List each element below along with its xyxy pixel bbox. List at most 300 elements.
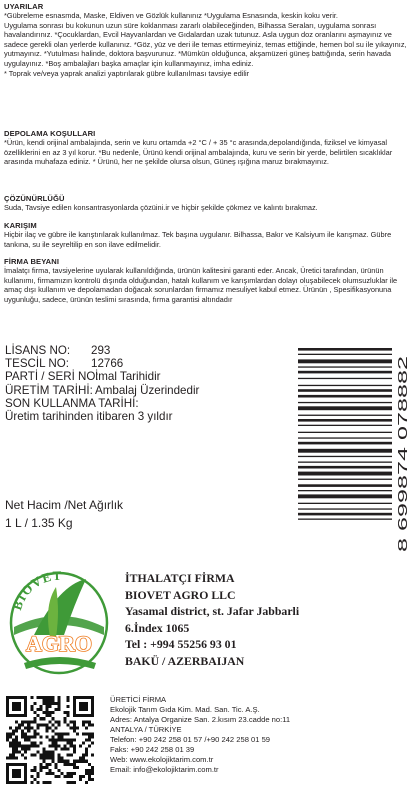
- barcode-bar: [298, 513, 392, 516]
- qr-module: [58, 760, 61, 763]
- qr-module: [9, 732, 12, 735]
- qr-module: [52, 702, 55, 705]
- qr-module: [88, 763, 91, 766]
- lot-row: [5, 370, 295, 383]
- qr-module: [55, 738, 58, 741]
- barcode-bar: [298, 494, 392, 498]
- qr-module: [24, 735, 27, 738]
- qr-module: [91, 735, 94, 738]
- qr-module: [85, 726, 88, 729]
- qr-module: [58, 738, 61, 741]
- qr-module: [76, 760, 79, 763]
- net-quantity-value: 1 L / 1.35 Kg: [5, 516, 73, 530]
- qr-module: [18, 751, 21, 754]
- qr-module: [52, 711, 55, 714]
- qr-module: [33, 729, 36, 732]
- qr-module: [67, 723, 70, 726]
- qr-module: [52, 742, 55, 745]
- qr-module: [36, 714, 39, 717]
- barcode-bar: [298, 366, 392, 367]
- importer-title: İTHALATÇI FİRMA: [125, 571, 235, 585]
- importer-index: 6.İndex 1065: [125, 620, 190, 635]
- warnings-section: [4, 2, 415, 78]
- qr-module: [55, 763, 58, 766]
- qr-module: [55, 732, 58, 735]
- lot-label: PARTİ / SERİ NO:: [5, 370, 99, 384]
- qr-module: [39, 742, 42, 745]
- qr-module: [21, 723, 24, 726]
- importer-phone: Tel : +994 55256 93 01: [125, 637, 237, 652]
- qr-module: [64, 717, 67, 720]
- qr-module: [85, 772, 88, 775]
- qr-module: [70, 720, 73, 723]
- qr-module: [85, 781, 88, 784]
- qr-module: [36, 772, 39, 775]
- net-quantity: [5, 496, 123, 532]
- barcode-bar: [298, 425, 392, 426]
- warnings-line-3: * Toprak ve/veya yaprak analizi yaptırılarak gübre kullanılması tavsiye edilir: [4, 68, 250, 78]
- qr-module: [12, 751, 15, 754]
- manufacturer-fax: Faks: +90 242 258 01 39: [110, 745, 195, 754]
- barcode-bar: [298, 479, 392, 480]
- qr-module: [18, 742, 21, 745]
- registration-value: 12766: [91, 357, 124, 371]
- qr-module: [21, 748, 24, 751]
- manufacturer-address: Adres: Antalya Organize San. 2.kısım 23.cadde no:11: [110, 715, 291, 724]
- qr-module: [9, 745, 12, 748]
- qr-module: [42, 699, 45, 702]
- qr-module: [15, 729, 18, 732]
- qr-module: [64, 763, 67, 766]
- qr-module: [91, 754, 94, 757]
- qr-module: [91, 723, 94, 726]
- qr-module: [88, 723, 91, 726]
- qr-module: [73, 723, 76, 726]
- qr-module: [73, 748, 76, 751]
- qr-module: [67, 754, 70, 757]
- qr-module: [33, 778, 36, 781]
- qr-module: [70, 726, 73, 729]
- qr-module: [30, 705, 33, 708]
- qr-module: [58, 723, 61, 726]
- qr-module: [73, 729, 76, 732]
- license-label: LİSANS NO:: [5, 344, 71, 357]
- qr-module: [73, 766, 76, 769]
- qr-module: [45, 729, 48, 732]
- storage-text: *Ürün, kendi orijinal ambalajında, serin ve kuru ortamda +2 °C / + 35 °c arasında,depolandığında, fiziksel ve kimyasal özelliklerini en az 3 yıl korur. *Bu nedenle, Ürünü kendi orijinal ambalajında, kuru ve serin bir yerde, belirtilen sıcaklıklar arasında muhafaza ediniz. * Ürünü, her ne şekilde olursa olsun, Güneş ışığına maruz bırakmayınız.: [4, 138, 393, 167]
- qr-module: [64, 711, 67, 714]
- qr-module: [67, 699, 70, 702]
- qr-module: [88, 769, 91, 772]
- qr-module: [52, 723, 55, 726]
- qr-module: [48, 696, 51, 699]
- qr-module: [30, 745, 33, 748]
- qr-module: [27, 738, 30, 741]
- qr-module: [52, 757, 55, 760]
- barcode-bar: [298, 419, 392, 422]
- qr-module: [21, 729, 24, 732]
- qr-module: [6, 732, 9, 735]
- barcode-bars: [298, 348, 392, 520]
- qr-module: [9, 757, 12, 760]
- qr-module: [33, 742, 36, 745]
- qr-module: [61, 772, 64, 775]
- qr-module: [30, 775, 33, 778]
- qr-module: [33, 769, 36, 772]
- qr-module: [42, 723, 45, 726]
- qr-module: [67, 763, 70, 766]
- qr-module: [73, 720, 76, 723]
- qr-module: [39, 735, 42, 738]
- manufacturer-web: Web: www.ekolojiktarim.com.tr: [110, 755, 214, 764]
- barcode-bar: [298, 415, 392, 416]
- qr-module: [55, 702, 58, 705]
- qr-module: [21, 745, 24, 748]
- qr-module: [58, 702, 61, 705]
- qr-module: [55, 748, 58, 751]
- warnings-title: UYARILAR: [4, 2, 44, 11]
- qr-module: [70, 772, 73, 775]
- qr-module: [67, 738, 70, 741]
- qr-module: [24, 757, 27, 760]
- qr-module: [24, 748, 27, 751]
- barcode-bar: [298, 437, 392, 438]
- qr-module: [82, 723, 85, 726]
- qr-module: [55, 708, 58, 711]
- qr-module: [30, 720, 33, 723]
- qr-module: [33, 766, 36, 769]
- qr-module: [36, 708, 39, 711]
- qr-module: [42, 760, 45, 763]
- barcode-bar: [298, 449, 392, 453]
- qr-module: [45, 696, 48, 699]
- qr-module: [55, 742, 58, 745]
- qr-module: [36, 723, 39, 726]
- qr-module: [42, 696, 45, 699]
- qr-module: [76, 726, 79, 729]
- qr-module: [88, 775, 91, 778]
- qr-module: [48, 738, 51, 741]
- qr-module: [45, 735, 48, 738]
- importer-city: BAKÜ / AZERBAIJAN: [125, 653, 245, 668]
- qr-module: [30, 754, 33, 757]
- qr-module: [91, 732, 94, 735]
- qr-module: [9, 742, 12, 745]
- registration-label: TESCİL NO:: [5, 357, 69, 371]
- qr-module: [9, 735, 12, 738]
- barcode-bar: [298, 432, 392, 433]
- qr-module: [52, 735, 55, 738]
- qr-module: [70, 781, 73, 784]
- qr-module: [70, 754, 73, 757]
- qr-module: [39, 696, 42, 699]
- qr-module: [73, 745, 76, 748]
- qr-module: [45, 781, 48, 784]
- qr-module: [58, 735, 61, 738]
- qr-module: [52, 696, 55, 699]
- qr-module: [64, 760, 67, 763]
- qr-module: [45, 699, 48, 702]
- qr-module: [15, 751, 18, 754]
- qr-module: [42, 754, 45, 757]
- qr-module: [52, 754, 55, 757]
- qr-module: [55, 720, 58, 723]
- qr-module: [73, 781, 76, 784]
- barcode-bar: [298, 389, 392, 392]
- qr-module: [45, 751, 48, 754]
- qr-module: [15, 726, 18, 729]
- qr-module: [45, 766, 48, 769]
- qr-module: [27, 745, 30, 748]
- qr-module: [85, 751, 88, 754]
- qr-module: [24, 732, 27, 735]
- qr-module: [61, 748, 64, 751]
- product-specs: [5, 344, 295, 423]
- qr-module: [9, 726, 12, 729]
- qr-module: [45, 708, 48, 711]
- qr-module: [39, 708, 42, 711]
- qr-module: [48, 705, 51, 708]
- solubility-section: [4, 194, 415, 213]
- qr-module: [70, 763, 73, 766]
- qr-module: [42, 717, 45, 720]
- qr-module: [15, 738, 18, 741]
- production-date-label: ÜRETİM TARİHİ:: [5, 383, 93, 397]
- qr-module: [12, 745, 15, 748]
- qr-module: [67, 742, 70, 745]
- qr-module: [58, 754, 61, 757]
- qr-module: [52, 729, 55, 732]
- qr-module: [30, 769, 33, 772]
- barcode-bar: [298, 354, 392, 355]
- qr-module: [39, 766, 42, 769]
- qr-module: [52, 751, 55, 754]
- barcode-bar: [298, 490, 392, 491]
- firm-statement-section: [4, 257, 415, 304]
- qr-module: [12, 702, 21, 711]
- qr-module: [52, 760, 55, 763]
- qr-module: [70, 738, 73, 741]
- qr-module: [85, 720, 88, 723]
- qr-module: [39, 754, 42, 757]
- qr-module: [27, 726, 30, 729]
- production-date-value: Ambalaj Üzerindedir: [95, 383, 200, 397]
- qr-module: [52, 772, 55, 775]
- qr-module: [42, 751, 45, 754]
- qr-module: [30, 742, 33, 745]
- qr-module: [30, 696, 33, 699]
- qr-module: [36, 745, 39, 748]
- qr-module: [48, 781, 51, 784]
- qr-module: [48, 726, 51, 729]
- qr-module: [21, 754, 24, 757]
- barcode-number: 8 699874 078882: [395, 449, 410, 552]
- qr-module: [91, 769, 94, 772]
- qr-module: [91, 778, 94, 781]
- qr-module: [48, 702, 51, 705]
- manufacturer-city: ANTALYA / TÜRKİYE: [110, 725, 182, 734]
- qr-module: [12, 742, 15, 745]
- barcode-bar: [298, 503, 392, 504]
- qr-module: [30, 781, 33, 784]
- qr-module: [24, 738, 27, 741]
- qr-module: [42, 711, 45, 714]
- qr-module: [88, 778, 91, 781]
- qr-module: [58, 769, 61, 772]
- qr-module: [45, 711, 48, 714]
- manufacturer-company: Ekolojik Tarım Gıda Kim. Mad. San. Tic. A.Ş.: [110, 705, 260, 714]
- qr-module: [27, 729, 30, 732]
- qr-module: [58, 708, 61, 711]
- importer-address: Yasamal district, st. Jafar Jabbarli: [125, 604, 300, 619]
- mixing-section: [4, 221, 415, 249]
- logo-top-text: BIOVET: [9, 567, 63, 612]
- qr-module: [12, 754, 15, 757]
- qr-module: [48, 711, 51, 714]
- qr-module: [45, 763, 48, 766]
- qr-module: [67, 772, 70, 775]
- qr-module: [33, 745, 36, 748]
- qr-module: [48, 751, 51, 754]
- qr-module: [9, 754, 12, 757]
- qr-module: [64, 720, 67, 723]
- qr-module: [15, 735, 18, 738]
- qr-module: [64, 738, 67, 741]
- qr-module: [15, 748, 18, 751]
- qr-module: [45, 757, 48, 760]
- qr-module: [48, 757, 51, 760]
- qr-module: [82, 742, 85, 745]
- mixing-text: Hiçbir ilaç ve gübre ile karıştırılarak kullanılmaz. Tek başına uygulanır. Bilhassa, Bakır ve Kalsiyum ile karışmaz. Gübre tankına, su ile seyreltilip en son ilave edilmelidir.: [4, 230, 392, 249]
- biovet-agro-logo: [4, 565, 114, 681]
- license-row: [5, 344, 295, 357]
- qr-module: [33, 754, 36, 757]
- qr-module: [12, 729, 15, 732]
- qr-module: [39, 717, 42, 720]
- qr-module: [48, 754, 51, 757]
- qr-module: [42, 757, 45, 760]
- qr-module: [76, 732, 79, 735]
- barcode-bar: [298, 378, 392, 379]
- qr-module: [52, 745, 55, 748]
- qr-module: [61, 757, 64, 760]
- qr-module: [85, 769, 88, 772]
- barcode-bar: [298, 519, 392, 520]
- qr-module: [64, 745, 67, 748]
- qr-module: [67, 711, 70, 714]
- expiry-label: SON KULLANMA TARİHİ:: [5, 396, 139, 410]
- barcode-bar: [298, 456, 392, 457]
- qr-module: [70, 745, 73, 748]
- qr-module: [30, 735, 33, 738]
- qr-module: [45, 772, 48, 775]
- expiry-value: Üretim tarihinden itibaren 3 yıldır: [5, 410, 173, 424]
- qr-module: [36, 726, 39, 729]
- net-quantity-label: Net Hacim /Net Ağırlık: [5, 498, 124, 512]
- qr-module: [52, 738, 55, 741]
- license-value: 293: [91, 344, 111, 357]
- qr-module: [55, 775, 58, 778]
- firm-statement-title: FİRMA BEYANI: [4, 257, 60, 266]
- qr-module: [61, 732, 64, 735]
- qr-module: [33, 711, 36, 714]
- qr-module: [70, 742, 73, 745]
- qr-module: [88, 738, 91, 741]
- qr-module: [58, 720, 61, 723]
- qr-module: [27, 723, 30, 726]
- qr-module: [12, 732, 15, 735]
- qr-module: [45, 702, 48, 705]
- qr-module: [24, 751, 27, 754]
- barcode-bar: [298, 385, 392, 386]
- qr-module: [6, 757, 9, 760]
- manufacturer-phone: Telefon: +90 242 258 01 57 /+90 242 258 01 59: [110, 735, 271, 744]
- qr-module: [27, 720, 30, 723]
- qr-module: [45, 705, 48, 708]
- qr-module: [48, 769, 51, 772]
- barcode-bar: [298, 462, 392, 463]
- qr-module: [76, 766, 79, 769]
- solubility-title: ÇÖZÜNÜRLÜĞÜ: [4, 194, 65, 203]
- barcode-bar: [298, 472, 392, 476]
- qr-module: [45, 723, 48, 726]
- barcode-bar: [298, 395, 392, 398]
- qr-module: [61, 760, 64, 763]
- qr-module: [48, 745, 51, 748]
- qr-module: [64, 775, 67, 778]
- qr-module: [39, 763, 42, 766]
- qr-module: [48, 699, 51, 702]
- qr-module: [24, 745, 27, 748]
- manufacturer-title: ÜRETİCİ FİRMA: [110, 695, 167, 704]
- qr-module: [82, 757, 85, 760]
- barcode-bar: [298, 348, 392, 351]
- qr-module: [67, 714, 70, 717]
- qr-module: [12, 757, 15, 760]
- qr-module: [67, 760, 70, 763]
- qr-module: [6, 735, 9, 738]
- qr-module: [64, 732, 67, 735]
- qr-module: [73, 772, 76, 775]
- qr-module: [21, 735, 24, 738]
- importer-block: [125, 570, 299, 670]
- qr-module: [67, 748, 70, 751]
- qr-module: [88, 732, 91, 735]
- expiry-label-row: [5, 397, 295, 410]
- qr-module: [30, 726, 33, 729]
- qr-module: [42, 748, 45, 751]
- qr-module: [88, 735, 91, 738]
- qr-module: [39, 723, 42, 726]
- qr-module: [36, 751, 39, 754]
- qr-module: [45, 754, 48, 757]
- qr-module: [24, 726, 27, 729]
- qr-module: [21, 732, 24, 735]
- qr-module: [42, 766, 45, 769]
- qr-module: [42, 702, 45, 705]
- qr-module: [85, 732, 88, 735]
- qr-module: [15, 720, 18, 723]
- mixing-title: KARIŞIM: [4, 221, 37, 230]
- firm-statement-text: İmalatçı firma, tavsiyelerine uyularak kullanıldığında, ürünün kalitesini garanti eder. Ancak, Üretici tarafından, ürünün kullanımı, firmamızın kontrolü dışında olduğundan, hatalı kullanım ve karışımlardan dolayı oluşabilecek olumsuzluklar ile amaç dışı kullanım ve depolamadan doğacak sorunlardan firmamız mesuliyet kabul etmez. Ürünün , Spesifikasyonuna uygunluğu, sadece, ürünün teslimi sırasında, fırma garantisi altındadır: [4, 266, 398, 304]
- qr-module: [12, 738, 15, 741]
- qr-module: [88, 745, 91, 748]
- qr-module: [67, 775, 70, 778]
- qr-module: [79, 757, 82, 760]
- qr-module: [82, 720, 85, 723]
- qr-module: [73, 760, 76, 763]
- qr-module: [91, 772, 94, 775]
